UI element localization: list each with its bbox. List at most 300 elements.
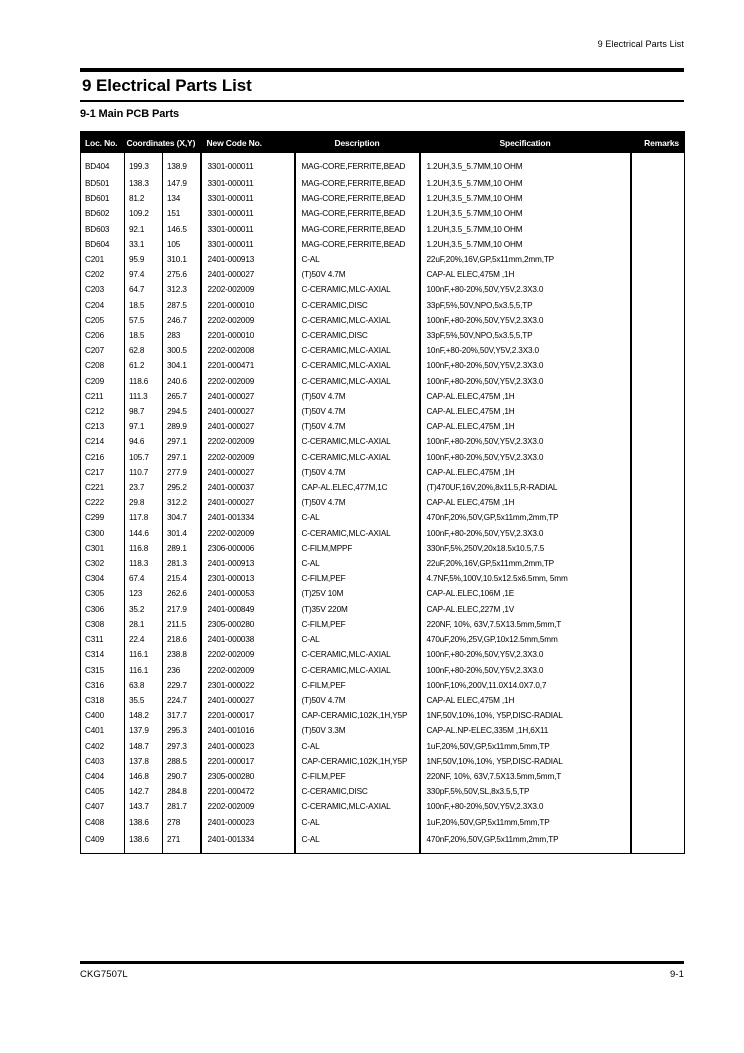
cell-specification: 22uF,20%,16V,GP,5x11mm,2mm,TP bbox=[420, 252, 631, 267]
table-row bbox=[81, 632, 685, 647]
table-row bbox=[81, 358, 685, 373]
cell-loc-no: C211 bbox=[81, 389, 125, 404]
cell-description: CAP-CERAMIC,102K,1H,Y5P bbox=[295, 708, 420, 723]
cell-description: (T)50V 4.7M bbox=[295, 389, 420, 404]
table-row bbox=[81, 252, 685, 267]
cell-specification: 100nF,+80-20%,50V,Y5V,2.3X3.0 bbox=[420, 374, 631, 389]
cell-coordinate-y: 278 bbox=[163, 815, 201, 830]
cell-coordinate-x: 116.1 bbox=[125, 663, 163, 678]
cell-specification: CAP-AL.ELEC,475M ,1H bbox=[420, 465, 631, 480]
cell-coordinate-x: 142.7 bbox=[125, 784, 163, 799]
cell-coordinate-y: 297.3 bbox=[163, 739, 201, 754]
cell-coordinate-x: 109.2 bbox=[125, 206, 163, 221]
cell-new-code-no: 2202-002009 bbox=[201, 450, 295, 465]
cell-specification: 330pF,5%,50V,SL,8x3.5,5,TP bbox=[420, 784, 631, 799]
cell-loc-no: C202 bbox=[81, 267, 125, 282]
cell-coordinate-y: 297.1 bbox=[163, 450, 201, 465]
cell-description: C-CERAMIC,MLC-AXIAL bbox=[295, 282, 420, 297]
table-row bbox=[81, 663, 685, 678]
cell-coordinate-x: 97.1 bbox=[125, 419, 163, 434]
cell-coordinate-x: 33.1 bbox=[125, 237, 163, 252]
cell-coordinate-y: 224.7 bbox=[163, 693, 201, 708]
cell-remarks bbox=[631, 282, 685, 297]
cell-specification: (T)470UF,16V,20%,8x11.5,R-RADIAL bbox=[420, 480, 631, 495]
cell-coordinate-x: 23.7 bbox=[125, 480, 163, 495]
cell-description: C-CERAMIC,DISC bbox=[295, 298, 420, 313]
cell-remarks bbox=[631, 678, 685, 693]
table-row bbox=[81, 465, 685, 480]
cell-specification: 22uF,20%,16V,GP,5x11mm,2mm,TP bbox=[420, 556, 631, 571]
cell-coordinate-x: 111.3 bbox=[125, 389, 163, 404]
cell-coordinate-x: 138.6 bbox=[125, 815, 163, 830]
cell-coordinate-y: 281.3 bbox=[163, 556, 201, 571]
cell-description: C-CERAMIC,MLC-AXIAL bbox=[295, 343, 420, 358]
cell-coordinate-x: 35.5 bbox=[125, 693, 163, 708]
cell-loc-no: C311 bbox=[81, 632, 125, 647]
cell-new-code-no: 2401-000027 bbox=[201, 404, 295, 419]
cell-new-code-no: 3301-000011 bbox=[201, 222, 295, 237]
cell-coordinate-x: 146.8 bbox=[125, 769, 163, 784]
cell-loc-no: BD404 bbox=[81, 153, 125, 176]
table-row bbox=[81, 754, 685, 769]
cell-new-code-no: 2202-002009 bbox=[201, 663, 295, 678]
cell-coordinate-x: 57.5 bbox=[125, 313, 163, 328]
cell-coordinate-y: 236 bbox=[163, 663, 201, 678]
table-row bbox=[81, 739, 685, 754]
cell-description: C-CERAMIC,MLC-AXIAL bbox=[295, 663, 420, 678]
cell-remarks bbox=[631, 617, 685, 632]
cell-coordinate-x: 18.5 bbox=[125, 298, 163, 313]
cell-new-code-no: 3301-000011 bbox=[201, 176, 295, 191]
cell-new-code-no: 2305-000280 bbox=[201, 769, 295, 784]
cell-new-code-no: 2201-000471 bbox=[201, 358, 295, 373]
cell-coordinate-x: 28.1 bbox=[125, 617, 163, 632]
table-row bbox=[81, 191, 685, 206]
table-row bbox=[81, 404, 685, 419]
table-row bbox=[81, 526, 685, 541]
cell-loc-no: C299 bbox=[81, 510, 125, 525]
cell-specification: 470nF,20%,50V,GP,5x11mm,2mm,TP bbox=[420, 830, 631, 854]
parts-table-container bbox=[80, 131, 684, 854]
cell-remarks bbox=[631, 754, 685, 769]
cell-description: CAP-AL.ELEC,477M,1C bbox=[295, 480, 420, 495]
cell-specification: 100nF,+80-20%,50V,Y5V,2.3X3.0 bbox=[420, 313, 631, 328]
cell-new-code-no: 2401-000913 bbox=[201, 556, 295, 571]
cell-description: (T)50V 4.7M bbox=[295, 495, 420, 510]
cell-coordinate-x: 116.1 bbox=[125, 647, 163, 662]
table-row bbox=[81, 434, 685, 449]
cell-specification: CAP-AL.ELEC,475M ,1H bbox=[420, 389, 631, 404]
table-row bbox=[81, 708, 685, 723]
cell-loc-no: C213 bbox=[81, 419, 125, 434]
cell-specification: 33pF,5%,50V,NPO,5x3.5,5,TP bbox=[420, 298, 631, 313]
cell-coordinate-y: 287.5 bbox=[163, 298, 201, 313]
column-header-loc-no: Loc. No. bbox=[81, 132, 125, 154]
cell-coordinate-y: 304.7 bbox=[163, 510, 201, 525]
cell-loc-no: C204 bbox=[81, 298, 125, 313]
cell-loc-no: C404 bbox=[81, 769, 125, 784]
table-row bbox=[81, 237, 685, 252]
cell-new-code-no: 2305-000280 bbox=[201, 617, 295, 632]
cell-remarks bbox=[631, 252, 685, 267]
cell-remarks bbox=[631, 693, 685, 708]
cell-coordinate-x: 67.4 bbox=[125, 571, 163, 586]
cell-new-code-no: 2306-000006 bbox=[201, 541, 295, 556]
cell-loc-no: C401 bbox=[81, 723, 125, 738]
cell-coordinate-y: 138.9 bbox=[163, 153, 201, 176]
cell-loc-no: C208 bbox=[81, 358, 125, 373]
cell-description: C-AL bbox=[295, 632, 420, 647]
cell-remarks bbox=[631, 328, 685, 343]
cell-coordinate-x: 97.4 bbox=[125, 267, 163, 282]
cell-coordinate-y: 295.2 bbox=[163, 480, 201, 495]
cell-loc-no: C400 bbox=[81, 708, 125, 723]
footer-model-number: CKG7507L bbox=[80, 969, 128, 980]
cell-coordinate-y: 240.6 bbox=[163, 374, 201, 389]
cell-coordinate-y: 265.7 bbox=[163, 389, 201, 404]
cell-description: C-CERAMIC,MLC-AXIAL bbox=[295, 313, 420, 328]
cell-new-code-no: 2201-000017 bbox=[201, 708, 295, 723]
table-row bbox=[81, 571, 685, 586]
cell-remarks bbox=[631, 480, 685, 495]
footer-page-number: 9-1 bbox=[669, 969, 684, 980]
cell-remarks bbox=[631, 237, 685, 252]
cell-coordinate-y: 218.6 bbox=[163, 632, 201, 647]
cell-description: C-AL bbox=[295, 510, 420, 525]
cell-loc-no: C201 bbox=[81, 252, 125, 267]
cell-coordinate-y: 271 bbox=[163, 830, 201, 854]
cell-specification: 33pF,5%,50V,NPO,5x3.5,5,TP bbox=[420, 328, 631, 343]
cell-new-code-no: 2301-000022 bbox=[201, 678, 295, 693]
cell-coordinate-x: 117.8 bbox=[125, 510, 163, 525]
table-row bbox=[81, 389, 685, 404]
cell-specification: CAP-AL ELEC,475M ,1H bbox=[420, 693, 631, 708]
cell-coordinate-x: 64.7 bbox=[125, 282, 163, 297]
cell-loc-no: C306 bbox=[81, 602, 125, 617]
cell-new-code-no: 2401-000023 bbox=[201, 739, 295, 754]
cell-specification: 100nF,+80-20%,50V,Y5V,2.3X3.0 bbox=[420, 450, 631, 465]
cell-coordinate-y: 238.8 bbox=[163, 647, 201, 662]
cell-specification: CAP-AL ELEC,475M ,1H bbox=[420, 495, 631, 510]
cell-description: (T)50V 4.7M bbox=[295, 693, 420, 708]
cell-specification: 220NF, 10%, 63V,7.5X13.5mm,5mm,T bbox=[420, 769, 631, 784]
table-row bbox=[81, 830, 685, 854]
cell-description: C-CERAMIC,MLC-AXIAL bbox=[295, 374, 420, 389]
cell-coordinate-x: 62.8 bbox=[125, 343, 163, 358]
cell-coordinate-y: 289.9 bbox=[163, 419, 201, 434]
cell-description: MAG-CORE,FERRITE,BEAD bbox=[295, 176, 420, 191]
cell-description: C-CERAMIC,DISC bbox=[295, 328, 420, 343]
cell-coordinate-y: 134 bbox=[163, 191, 201, 206]
cell-coordinate-x: 63.8 bbox=[125, 678, 163, 693]
cell-specification: CAP-AL.ELEC,227M ,1V bbox=[420, 602, 631, 617]
cell-remarks bbox=[631, 556, 685, 571]
cell-coordinate-y: 300.5 bbox=[163, 343, 201, 358]
cell-new-code-no: 2202-002009 bbox=[201, 374, 295, 389]
cell-loc-no: C305 bbox=[81, 586, 125, 601]
cell-remarks bbox=[631, 206, 685, 221]
electrical-parts-table bbox=[80, 131, 685, 854]
cell-remarks bbox=[631, 267, 685, 282]
cell-coordinate-y: 229.7 bbox=[163, 678, 201, 693]
cell-new-code-no: 2401-000027 bbox=[201, 693, 295, 708]
cell-specification: 330nF,5%,250V,20x18.5x10.5,7.5 bbox=[420, 541, 631, 556]
table-row bbox=[81, 419, 685, 434]
cell-loc-no: C203 bbox=[81, 282, 125, 297]
cell-coordinate-x: 199.3 bbox=[125, 153, 163, 176]
cell-coordinate-y: 304.1 bbox=[163, 358, 201, 373]
cell-loc-no: C207 bbox=[81, 343, 125, 358]
cell-new-code-no: 2401-000053 bbox=[201, 586, 295, 601]
cell-new-code-no: 2401-000027 bbox=[201, 495, 295, 510]
cell-coordinate-x: 143.7 bbox=[125, 799, 163, 814]
cell-description: (T)50V 4.7M bbox=[295, 267, 420, 282]
cell-description: C-FILM,MPPF bbox=[295, 541, 420, 556]
cell-specification: 1.2UH,3.5_5.7MM,10 OHM bbox=[420, 237, 631, 252]
table-row bbox=[81, 313, 685, 328]
column-header-description: Description bbox=[295, 132, 420, 154]
table-row bbox=[81, 815, 685, 830]
table-row bbox=[81, 176, 685, 191]
cell-remarks bbox=[631, 723, 685, 738]
cell-specification: 470uF,20%,25V,GP,10x12.5mm,5mm bbox=[420, 632, 631, 647]
table-row bbox=[81, 450, 685, 465]
cell-coordinate-x: 61.2 bbox=[125, 358, 163, 373]
table-row bbox=[81, 723, 685, 738]
cell-remarks bbox=[631, 434, 685, 449]
cell-description: CAP-CERAMIC,102K,1H,Y5P bbox=[295, 754, 420, 769]
cell-loc-no: C206 bbox=[81, 328, 125, 343]
cell-remarks bbox=[631, 784, 685, 799]
cell-coordinate-y: 295.3 bbox=[163, 723, 201, 738]
cell-remarks bbox=[631, 602, 685, 617]
table-row bbox=[81, 298, 685, 313]
cell-coordinate-y: 275.6 bbox=[163, 267, 201, 282]
cell-coordinate-y: 281.7 bbox=[163, 799, 201, 814]
cell-specification: 1.2UH,3.5_5.7MM,10 OHM bbox=[420, 153, 631, 176]
cell-description: C-FILM,PEF bbox=[295, 678, 420, 693]
cell-remarks bbox=[631, 298, 685, 313]
table-row bbox=[81, 343, 685, 358]
cell-specification: CAP-AL.ELEC,475M ,1H bbox=[420, 419, 631, 434]
cell-loc-no: C205 bbox=[81, 313, 125, 328]
cell-coordinate-x: 95.9 bbox=[125, 252, 163, 267]
table-row bbox=[81, 678, 685, 693]
cell-coordinate-x: 144.6 bbox=[125, 526, 163, 541]
cell-loc-no: C222 bbox=[81, 495, 125, 510]
cell-coordinate-x: 137.9 bbox=[125, 723, 163, 738]
cell-coordinate-y: 147.9 bbox=[163, 176, 201, 191]
cell-specification: 100nF,+80-20%,50V,Y5V,2.3X3.0 bbox=[420, 434, 631, 449]
table-row bbox=[81, 153, 685, 176]
cell-coordinate-y: 290.7 bbox=[163, 769, 201, 784]
cell-loc-no: C402 bbox=[81, 739, 125, 754]
cell-new-code-no: 2201-000472 bbox=[201, 784, 295, 799]
cell-remarks bbox=[631, 510, 685, 525]
cell-description: (T)25V 10M bbox=[295, 586, 420, 601]
cell-remarks bbox=[631, 343, 685, 358]
cell-specification: 1.2UH,3.5_5.7MM,10 OHM bbox=[420, 191, 631, 206]
cell-remarks bbox=[631, 465, 685, 480]
cell-remarks bbox=[631, 222, 685, 237]
cell-coordinate-y: 211.5 bbox=[163, 617, 201, 632]
cell-remarks bbox=[631, 830, 685, 854]
cell-loc-no: C301 bbox=[81, 541, 125, 556]
cell-specification: 10nF,+80-20%,50V,Y5V,2.3X3.0 bbox=[420, 343, 631, 358]
cell-specification: CAP-AL.ELEC,106M ,1E bbox=[420, 586, 631, 601]
cell-new-code-no: 2401-000849 bbox=[201, 602, 295, 617]
cell-specification: 100nF,+80-20%,50V,Y5V,2.3X3.0 bbox=[420, 282, 631, 297]
cell-loc-no: BD602 bbox=[81, 206, 125, 221]
cell-remarks bbox=[631, 632, 685, 647]
cell-new-code-no: 3301-000011 bbox=[201, 206, 295, 221]
cell-coordinate-x: 18.5 bbox=[125, 328, 163, 343]
cell-coordinate-y: 105 bbox=[163, 237, 201, 252]
cell-specification: 100nF,+80-20%,50V,Y5V,2.3X3.0 bbox=[420, 663, 631, 678]
cell-specification: 470nF,20%,50V,GP,5x11mm,2mm,TP bbox=[420, 510, 631, 525]
cell-loc-no: C315 bbox=[81, 663, 125, 678]
table-row bbox=[81, 693, 685, 708]
cell-coordinate-x: 35.2 bbox=[125, 602, 163, 617]
cell-coordinate-x: 118.3 bbox=[125, 556, 163, 571]
cell-description: C-CERAMIC,MLC-AXIAL bbox=[295, 450, 420, 465]
cell-description: MAG-CORE,FERRITE,BEAD bbox=[295, 222, 420, 237]
cell-new-code-no: 2401-000027 bbox=[201, 389, 295, 404]
cell-new-code-no: 2202-002009 bbox=[201, 647, 295, 662]
cell-description: (T)50V 4.7M bbox=[295, 404, 420, 419]
cell-description: C-AL bbox=[295, 739, 420, 754]
cell-remarks bbox=[631, 799, 685, 814]
cell-remarks bbox=[631, 526, 685, 541]
column-header-new-code-no: New Code No. bbox=[201, 132, 295, 154]
cell-new-code-no: 2401-001334 bbox=[201, 510, 295, 525]
cell-description: C-CERAMIC,MLC-AXIAL bbox=[295, 647, 420, 662]
cell-new-code-no: 2201-000017 bbox=[201, 754, 295, 769]
table-row bbox=[81, 556, 685, 571]
cell-new-code-no: 3301-000011 bbox=[201, 237, 295, 252]
cell-description: C-AL bbox=[295, 830, 420, 854]
table-row bbox=[81, 799, 685, 814]
cell-specification: 1NF,50V,10%,10%, Y5P,DISC-RADIAL bbox=[420, 708, 631, 723]
cell-new-code-no: 2401-000913 bbox=[201, 252, 295, 267]
cell-new-code-no: 2401-000023 bbox=[201, 815, 295, 830]
table-row bbox=[81, 282, 685, 297]
cell-specification: 1.2UH,3.5_5.7MM,10 OHM bbox=[420, 222, 631, 237]
cell-description: C-CERAMIC,MLC-AXIAL bbox=[295, 358, 420, 373]
cell-description: C-AL bbox=[295, 815, 420, 830]
cell-new-code-no: 2401-000027 bbox=[201, 465, 295, 480]
cell-remarks bbox=[631, 176, 685, 191]
table-row bbox=[81, 267, 685, 282]
page-title: 9 Electrical Parts List bbox=[82, 76, 252, 95]
cell-specification: 100nF,+80-20%,50V,Y5V,2.3X3.0 bbox=[420, 647, 631, 662]
cell-remarks bbox=[631, 374, 685, 389]
cell-remarks bbox=[631, 153, 685, 176]
cell-coordinate-x: 92.1 bbox=[125, 222, 163, 237]
cell-coordinate-x: 118.6 bbox=[125, 374, 163, 389]
table-row bbox=[81, 647, 685, 662]
table-row bbox=[81, 784, 685, 799]
cell-coordinate-x: 94.6 bbox=[125, 434, 163, 449]
cell-loc-no: C209 bbox=[81, 374, 125, 389]
cell-new-code-no: 3301-000011 bbox=[201, 191, 295, 206]
cell-specification: CAP-AL ELEC,475M ,1H bbox=[420, 267, 631, 282]
cell-coordinate-x: 123 bbox=[125, 586, 163, 601]
table-row bbox=[81, 541, 685, 556]
cell-description: (T)50V 4.7M bbox=[295, 419, 420, 434]
chapter-title-block bbox=[80, 68, 684, 102]
cell-coordinate-y: 297.1 bbox=[163, 434, 201, 449]
table-row bbox=[81, 480, 685, 495]
cell-remarks bbox=[631, 495, 685, 510]
cell-specification: 1uF,20%,50V,GP,5x11mm,5mm,TP bbox=[420, 739, 631, 754]
cell-new-code-no: 2202-002009 bbox=[201, 799, 295, 814]
cell-new-code-no: 2202-002009 bbox=[201, 526, 295, 541]
cell-coordinate-x: 110.7 bbox=[125, 465, 163, 480]
cell-coordinate-y: 301.4 bbox=[163, 526, 201, 541]
cell-new-code-no: 2202-002009 bbox=[201, 282, 295, 297]
cell-remarks bbox=[631, 647, 685, 662]
cell-coordinate-y: 288.5 bbox=[163, 754, 201, 769]
cell-description: (T)35V 220M bbox=[295, 602, 420, 617]
cell-remarks bbox=[631, 404, 685, 419]
cell-remarks bbox=[631, 708, 685, 723]
cell-coordinate-y: 317.7 bbox=[163, 708, 201, 723]
cell-new-code-no: 2401-000027 bbox=[201, 267, 295, 282]
cell-new-code-no: 2401-001016 bbox=[201, 723, 295, 738]
cell-coordinate-y: 146.5 bbox=[163, 222, 201, 237]
cell-remarks bbox=[631, 358, 685, 373]
cell-coordinate-x: 105.7 bbox=[125, 450, 163, 465]
column-header-coordinates: Coordinates (X,Y) bbox=[125, 132, 201, 154]
table-row bbox=[81, 374, 685, 389]
table-row bbox=[81, 495, 685, 510]
cell-remarks bbox=[631, 313, 685, 328]
cell-coordinate-y: 215.4 bbox=[163, 571, 201, 586]
cell-coordinate-y: 284.8 bbox=[163, 784, 201, 799]
cell-loc-no: C314 bbox=[81, 647, 125, 662]
section-heading: 9-1 Main PCB Parts bbox=[80, 108, 180, 120]
cell-new-code-no: 2401-000037 bbox=[201, 480, 295, 495]
column-header-specification: Specification bbox=[420, 132, 631, 154]
cell-specification: 1.2UH,3.5_5.7MM,10 OHM bbox=[420, 206, 631, 221]
cell-new-code-no: 2201-000010 bbox=[201, 298, 295, 313]
cell-description: (T)50V 4.7M bbox=[295, 465, 420, 480]
cell-loc-no: BD601 bbox=[81, 191, 125, 206]
cell-specification: 100nF,+80-20%,50V,Y5V,2.3X3.0 bbox=[420, 526, 631, 541]
table-row bbox=[81, 586, 685, 601]
cell-new-code-no: 3301-000011 bbox=[201, 153, 295, 176]
cell-remarks bbox=[631, 663, 685, 678]
cell-new-code-no: 2401-001334 bbox=[201, 830, 295, 854]
cell-remarks bbox=[631, 191, 685, 206]
cell-coordinate-y: 312.3 bbox=[163, 282, 201, 297]
table-row bbox=[81, 769, 685, 784]
cell-remarks bbox=[631, 571, 685, 586]
cell-specification: 220NF, 10%, 63V,7.5X13.5mm,5mm,T bbox=[420, 617, 631, 632]
table-body bbox=[81, 153, 685, 853]
cell-loc-no: C217 bbox=[81, 465, 125, 480]
cell-description: C-CERAMIC,MLC-AXIAL bbox=[295, 526, 420, 541]
cell-description: MAG-CORE,FERRITE,BEAD bbox=[295, 206, 420, 221]
cell-description: (T)50V 3.3M bbox=[295, 723, 420, 738]
cell-new-code-no: 2401-000027 bbox=[201, 419, 295, 434]
cell-coordinate-x: 29.8 bbox=[125, 495, 163, 510]
cell-coordinate-x: 138.6 bbox=[125, 830, 163, 854]
cell-loc-no: C300 bbox=[81, 526, 125, 541]
cell-description: C-CERAMIC,MLC-AXIAL bbox=[295, 434, 420, 449]
cell-remarks bbox=[631, 586, 685, 601]
